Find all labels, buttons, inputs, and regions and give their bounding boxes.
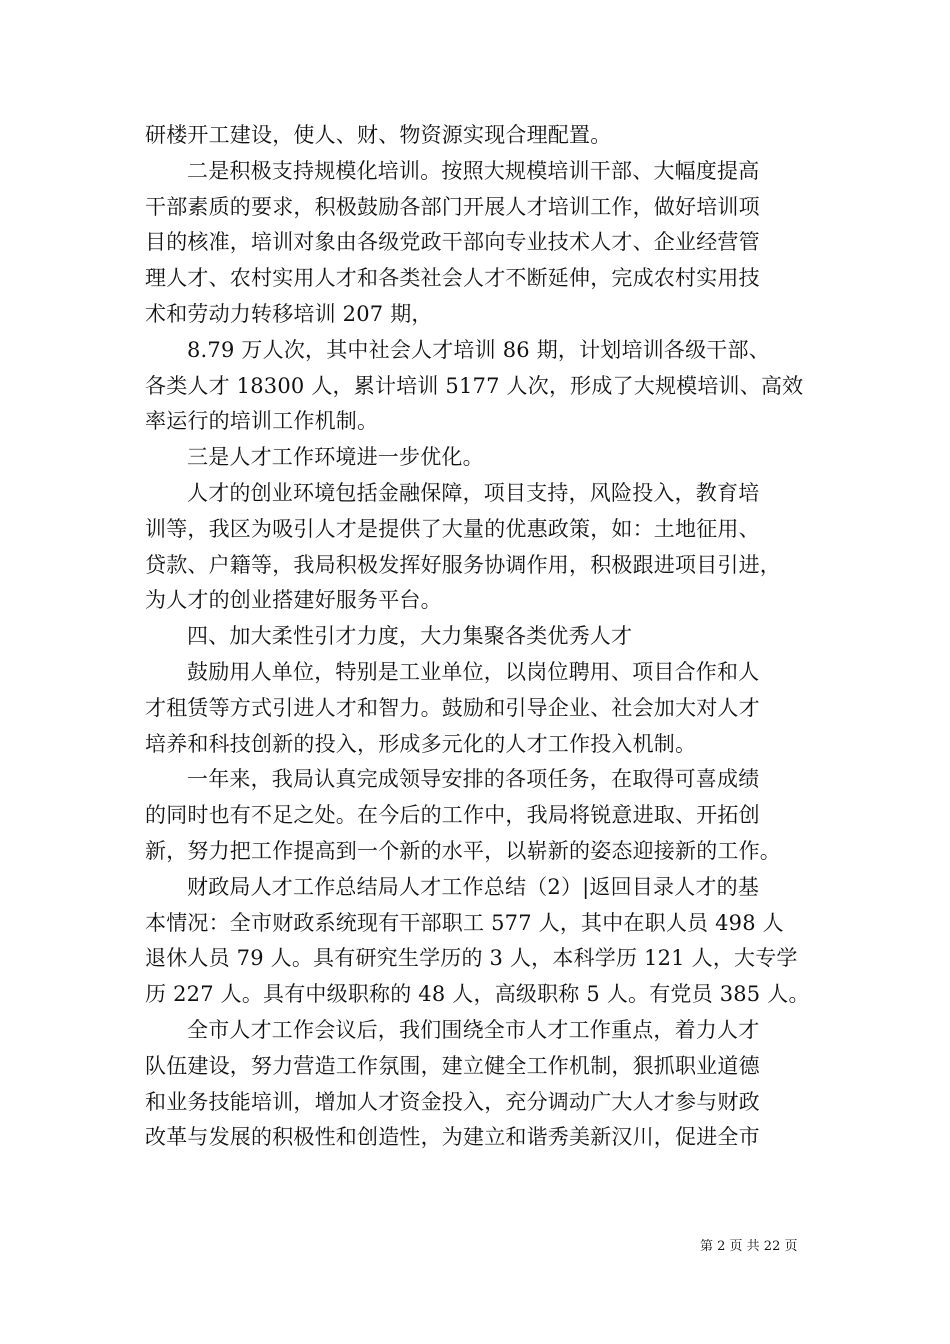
text-line: 贷款、户籍等，我局积极发挥好服务协调作用，积极跟进项目引进，: [145, 552, 781, 577]
text-line: 才租赁等方式引进人才和智力。鼓励和引导企业、社会加大对人才: [145, 695, 760, 720]
page-number: 第 2 页 共 22 页: [700, 1239, 798, 1254]
text-line: 的同时也有不足之处。在今后的工作中，我局将锐意进取、开拓创: [145, 803, 760, 828]
text-line: 理人才、农村实用人才和各类社会人才不断延伸，完成农村实用技: [145, 266, 760, 291]
text-line: 人才的创业环境包括金融保障，项目支持，风险投入，教育培: [187, 480, 760, 505]
text-line: 退休人员 79 人。具有研究生学历的 3 人，本科学历 121 人，大专学: [145, 946, 798, 971]
text-line: 三是人才工作环境进一步优化。: [187, 445, 484, 470]
text-line: 队伍建设，努力营造工作氛围，建立健全工作机制，狠抓职业道德: [145, 1053, 760, 1078]
text-line: 改革与发展的积极性和创造性，为建立和谐秀美新汉川，促进全市: [145, 1125, 760, 1150]
text-line: 目的核准，培训对象由各级党政干部向专业技术人才、企业经营管: [145, 230, 760, 255]
text-line: 鼓励用人单位，特别是工业单位，以岗位聘用、项目合作和人: [187, 659, 760, 684]
text-line: 一年来，我局认真完成领导安排的各项任务，在取得可喜成绩: [187, 767, 760, 792]
text-line: 训等，我区为吸引人才是提供了大量的优惠政策，如：土地征用、: [145, 516, 760, 541]
text-line: 8.79 万人次，其中社会人才培训 86 期，计划培训各级干部、: [187, 337, 770, 362]
text-line: 各类人才 18300 人，累计培训 5177 人次，形成了大规模培训、高效: [145, 373, 804, 398]
text-line: 四、加大柔性引才力度，大力集聚各类优秀人才: [187, 624, 633, 649]
document-body: [145, 118, 810, 1156]
text-line: 本情况：全市财政系统现有干部职工 577 人，其中在职人员 498 人: [145, 910, 784, 935]
text-line: 新，努力把工作提高到一个新的水平，以崭新的姿态迎接新的工作。: [145, 838, 781, 863]
text-line: 率运行的培训工作机制。: [145, 409, 379, 434]
text-line: 二是积极支持规模化培训。按照大规模培训干部、大幅度提高: [187, 158, 760, 183]
text-line: 培养和科技创新的投入，形成多元化的人才工作投入机制。: [145, 731, 697, 756]
text-line: 研楼开工建设，使人、财、物资源实现合理配置。: [145, 123, 612, 147]
text-line: 干部素质的要求，积极鼓励各部门开展人才培训工作，做好培训项: [145, 194, 760, 219]
text-line: 全市人才工作会议后，我们围绕全市人才工作重点，着力人才: [187, 1017, 760, 1042]
text-line: 历 227 人。具有中级职称的 48 人，高级职称 5 人。有党员 385 人。: [145, 982, 810, 1007]
text-line: 财政局人才工作总结局人才工作总结（2）|返回目录人才的基: [187, 874, 760, 899]
text-line: 术和劳动力转移培训 207 期，: [145, 301, 433, 326]
text-line: 为人才的创业搭建好服务平台。: [145, 588, 442, 613]
text-line: 和业务技能培训，增加人才资金投入，充分调动广大人才参与财政: [145, 1089, 760, 1114]
